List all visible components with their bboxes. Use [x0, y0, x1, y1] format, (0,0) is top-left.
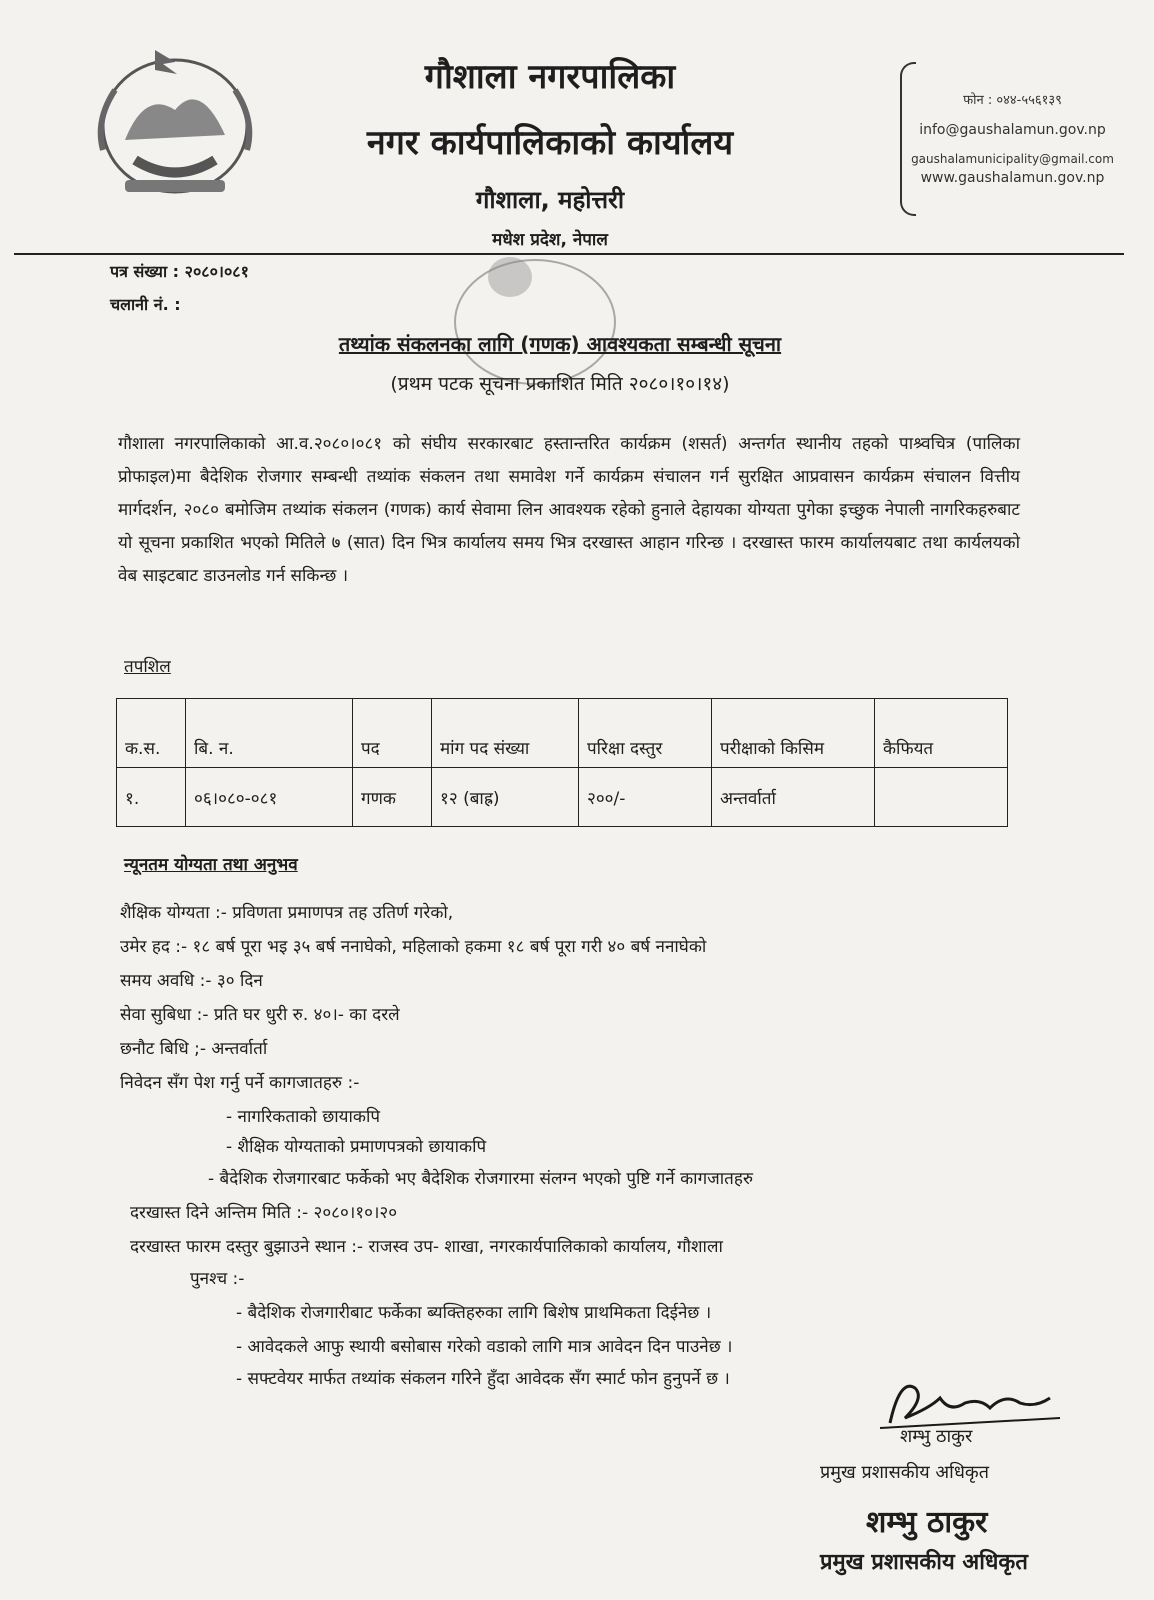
- age-line: उमेर हद :- १८ बर्ष पूरा भइ ३५ बर्ष ननाघेको, महिलाको हकमा १८ बर्ष पूरा गरी ४० बर्ष ननाघेको: [120, 937, 707, 957]
- document-item: - बैदेशिक रोजगारबाट फर्केको भए बैदेशिक रोजगारमा संलग्न भएको पुष्टि गर्ने कागजातहरु: [208, 1169, 754, 1189]
- contact-website: www.gaushalamun.gov.np: [920, 170, 1105, 186]
- postscript-label: पुनश्च :-: [190, 1269, 245, 1289]
- table-header: बि. न.: [186, 699, 353, 768]
- office-province: मधेश प्रदेश, नेपाल: [492, 230, 608, 250]
- table-header-row: [117, 699, 1008, 768]
- dispatch-number: चलानी नं. :: [110, 295, 181, 314]
- signatory-title: प्रमुख प्रशासकीय अधिकृत: [820, 1462, 989, 1483]
- table-header: परिक्षा दस्तुर: [579, 699, 712, 768]
- table-header: पद: [353, 699, 432, 768]
- table-cell: ०६।०८०-०८१: [186, 768, 353, 827]
- letter-number: पत्र संख्या : २०८०।०८१: [110, 262, 249, 281]
- title-stamp: प्रमुख प्रशासकीय अधिकृत: [820, 1550, 1028, 1575]
- postscript-item: - बैदेशिक रोजगारीबाट फर्केका ब्यक्तिहरुका लागि बिशेष प्राथमिकता दिईनेछ ।: [236, 1303, 712, 1323]
- table-cell: गणक: [353, 768, 432, 827]
- notice-body: गौशाला नगरपालिकाको आ.व.२०८०।०८१ को संघीय सरकारबाट हस्तान्तरित कार्यक्रम (शसर्त) अन्तर्गत स्थानीय तहको पाश्र्वचित्र (पालिका प्रोफाइल)मा बैदेशिक रोजगार सम्बन्धी तथ्यांक संकलन तथा समावेश गर्ने कार्यक्रम संचालन गर्न सुरक्षित आप्रवासन कार्यक्रम संचालन वित्तीय मार्गदर्शन, २०८० बमोजिम तथ्यांक संकलन (गणक) कार्य सेवामा लिन आवश्यक रहेको हुनाले देहायका योग्यता पुगेका इच्छुक नेपाली नागरिकहरुबाट यो सूचना प्रकाशित भएको मितिले ७ (सात) दिन भित्र कार्यालय समय भित्र दरखास्त आहान गरिन्छ । दरखास्त फारम कार्यालयबाट तथा कार्यलयको वेब साइटबाट डाउनलोड गर्न सकिन्छ ।: [118, 434, 1020, 586]
- notice-heading: तथ्यांक संकलनका लागि (गणक) आवश्यकता सम्बन्धी सूचना: [338, 332, 782, 356]
- office-subtitle: नगर कार्यपालिकाको कार्यालय: [366, 123, 734, 163]
- table-header: कैफियत: [875, 699, 1008, 768]
- document-item: - शैक्षिक योग्यताको प्रमाणपत्रको छायाकपि: [226, 1137, 487, 1157]
- contact-bracket: [900, 62, 916, 216]
- vacancy-table: [116, 698, 1008, 827]
- fee-place-line: दरखास्त फारम दस्तुर बुझाउने स्थान :- राजस्व उप- शाखा, नगरकार्यपालिकाको कार्यालय, गौशाला: [130, 1237, 723, 1257]
- postscript-item: - सफ्टवेयर मार्फत तथ्यांक संकलन गरिने हुँदा आवेदक सँग स्मार्ट फोन हुनुपर्ने छ ।: [236, 1369, 730, 1389]
- table-header: मांग पद संख्या: [432, 699, 579, 768]
- table-cell: १.: [117, 768, 186, 827]
- deadline-line: दरखास्त दिने अन्तिम मिति :- २०८०।१०।२०: [130, 1203, 398, 1223]
- qualifications-heading: न्यूनतम योग्यता तथा अनुभव: [124, 855, 298, 875]
- table-header: क.स.: [117, 699, 186, 768]
- contact-email: info@gaushalamun.gov.np: [919, 122, 1106, 138]
- education-line: शैक्षिक योग्यता :- प्रविणता प्रमाणपत्र तह उतिर्ण गरेको,: [120, 903, 454, 923]
- table-cell: अन्तर्वार्ता: [712, 768, 875, 827]
- contact-email-alt: gaushalamunicipality@gmail.com: [911, 152, 1114, 166]
- nepal-emblem-icon: [85, 40, 265, 200]
- details-label: तपशिल: [124, 657, 171, 677]
- facility-line: सेवा सुबिधा :- प्रति घर धुरी रु. ४०।- का दरले: [120, 1005, 400, 1025]
- table-cell: [875, 768, 1008, 827]
- table-cell: २००/-: [579, 768, 712, 827]
- duration-line: समय अवधि :- ३० दिन: [120, 971, 263, 991]
- office-title: गौशाला नगरपालिका: [424, 57, 676, 97]
- selection-line: छनौट बिधि ;- अन्तर्वार्ता: [120, 1039, 268, 1059]
- table-header: परीक्षाको किसिम: [712, 699, 875, 768]
- table-row: [117, 768, 1008, 827]
- signatory-name: शम्भु ठाकुर: [900, 1426, 973, 1447]
- office-location: गौशाला, महोत्तरी: [475, 186, 625, 214]
- contact-phone: फोन : ०४४-५५६१३९: [963, 93, 1062, 108]
- contact-box: [900, 62, 1125, 218]
- table-cell: १२ (बाह्र): [432, 768, 579, 827]
- name-stamp: शम्भु ठाकुर: [866, 1505, 988, 1540]
- notice-subheading: (प्रथम पटक सूचना प्रकाशित मिति २०८०।१०।१४): [390, 373, 730, 395]
- document-item: - नागरिकताको छायाकपि: [226, 1107, 381, 1127]
- postscript-item: - आवेदकले आफु स्थायी बसोबास गरेको वडाको लागि मात्र आवेदन दिन पाउनेछ ।: [236, 1337, 733, 1357]
- documents-label: निवेदन सँग पेश गर्नु पर्ने कागजातहरु :-: [120, 1073, 360, 1093]
